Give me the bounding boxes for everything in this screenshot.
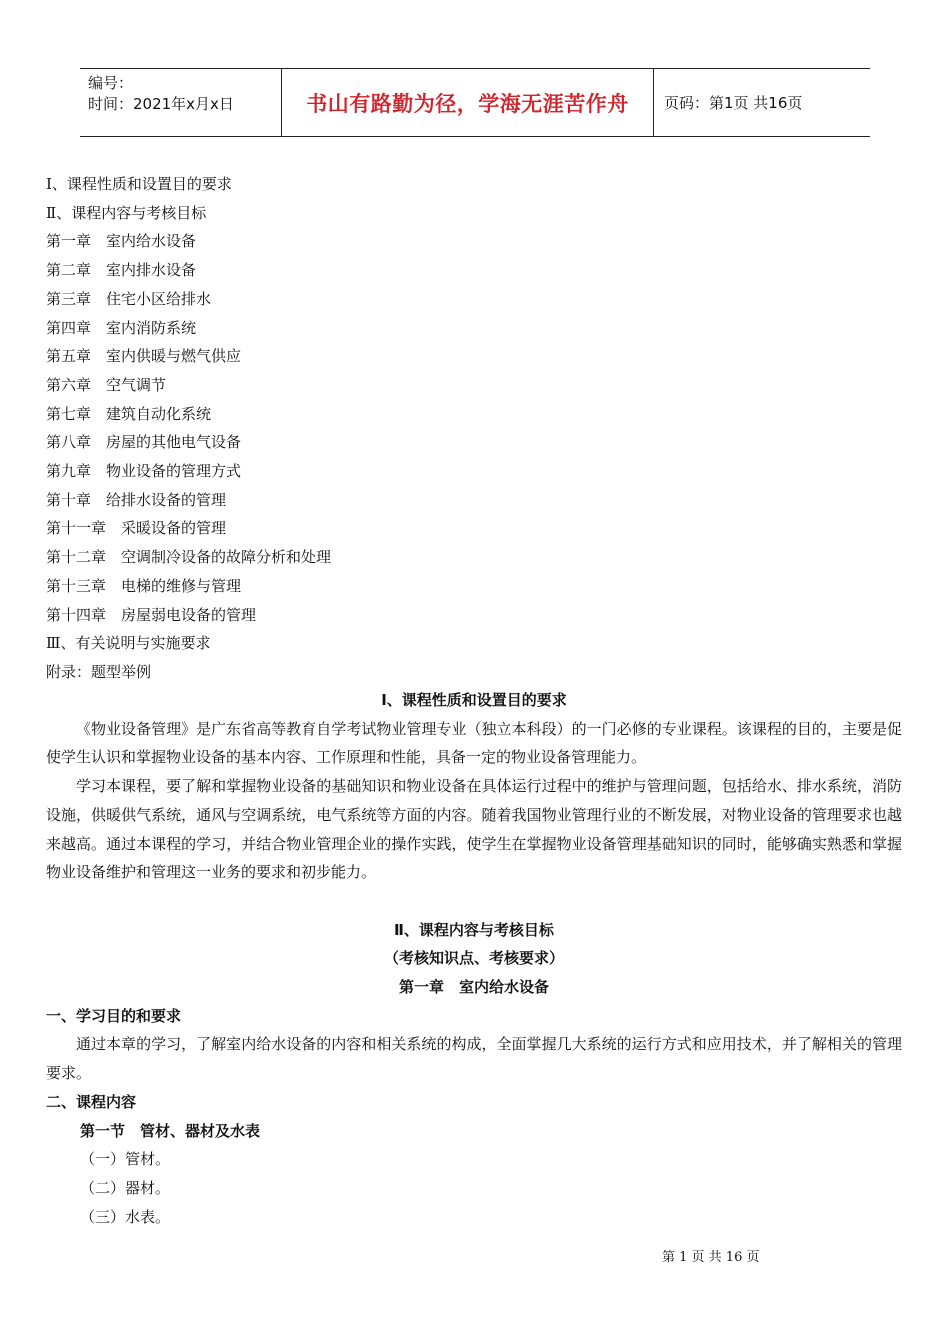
list-item: （三）水表。 <box>80 1207 171 1226</box>
page-footer: 第 1 页 共 16 页 <box>662 1250 760 1265</box>
toc-item: 附录：题型举例 <box>46 662 152 681</box>
header-left-cell <box>80 69 282 136</box>
toc-item: 第五章 室内供暖与燃气供应 <box>46 347 242 366</box>
toc-item: 第三章 住宅小区给排水 <box>46 289 212 308</box>
learning-goals-paragraph: 通过本章的学习，了解室内给水设备的内容和相关系统的构成，全面掌握几大系统的运行方式和应用技术，并了解相关的管理要求。 <box>46 1035 902 1083</box>
toc-item: 第二章 室内排水设备 <box>46 261 197 280</box>
toc-item: Ⅲ、有关说明与实施要求 <box>46 634 211 653</box>
section2-title: Ⅱ、课程内容与考核目标 <box>394 920 554 939</box>
table-of-contents <box>46 170 331 687</box>
section1-paragraph-1: 《物业设备管理》是广东省高等教育自学考试物业管理专业（独立本科段）的一门必修的专业课程。该课程的目的，主要是促使学生认识和掌握物业设备的基本内容、工作原理和性能，具备一定的物业设备管理能力。 <box>46 719 902 767</box>
toc-item: 第七章 建筑自动化系统 <box>46 404 212 423</box>
toc-item: Ⅱ、课程内容与考核目标 <box>46 203 207 222</box>
toc-item: 第十三章 电梯的维修与管理 <box>46 576 242 595</box>
heading-course-content: 二、课程内容 <box>46 1092 137 1111</box>
section-heading: 第一节 管材、器材及水表 <box>80 1121 261 1140</box>
toc-item: Ⅰ、课程性质和设置目的要求 <box>46 175 232 193</box>
header-page-cell <box>654 69 870 136</box>
header-table <box>80 68 870 137</box>
toc-item: 第十章 给排水设备的管理 <box>46 490 227 509</box>
spacer <box>46 887 902 916</box>
list-item: （二）器材。 <box>80 1178 171 1197</box>
toc-item: 第十二章 空调制冷设备的故障分析和处理 <box>46 548 332 567</box>
page-info: 页码：第1页 共16页 <box>664 94 803 112</box>
toc-item: 第一章 室内给水设备 <box>46 232 197 251</box>
section2-subtitle: （考核知识点、考核要求） <box>383 949 564 968</box>
chapter-title: 第一章 室内给水设备 <box>398 978 549 997</box>
toc-item: 第六章 空气调节 <box>46 375 167 394</box>
date-label: 时间：2021年x月x日 <box>88 95 234 113</box>
toc-item: 第九章 物业设备的管理方式 <box>46 462 242 481</box>
heading-learning-goals: 一、学习目的和要求 <box>46 1006 182 1025</box>
motto-text: 书山有路勤为径，学海无涯苦作舟 <box>306 91 629 116</box>
section1-title: Ⅰ、课程性质和设置目的要求 <box>381 691 567 709</box>
header-motto-cell <box>282 69 654 136</box>
number-label: 编号： <box>88 74 134 92</box>
toc-item: 第十四章 房屋弱电设备的管理 <box>46 605 257 624</box>
toc-item: 第四章 室内消防系统 <box>46 318 197 337</box>
list-item: （一）管材。 <box>80 1150 171 1169</box>
toc-item: 第十一章 采暖设备的管理 <box>46 519 227 538</box>
toc-item: 第八章 房屋的其他电气设备 <box>46 433 242 452</box>
section1-paragraph-2: 学习本课程，要了解和掌握物业设备的基础知识和物业设备在具体运行过程中的维护与管理问题，包括给水、排水系统，消防设施，供暖供气系统，通风与空调系统，电气系统等方面的内容。随着我国物业管理行业的不断发展，对物业设备的管理要求也越来越高。通过本课程的学习，并结合物业管理企业的操作实践，使学生在掌握物业设备管理基础知识的同时，能够确实熟悉和掌握物业设备维护和管理这一业务的要求和初步能力。 <box>46 777 902 882</box>
document-body <box>46 686 902 1231</box>
